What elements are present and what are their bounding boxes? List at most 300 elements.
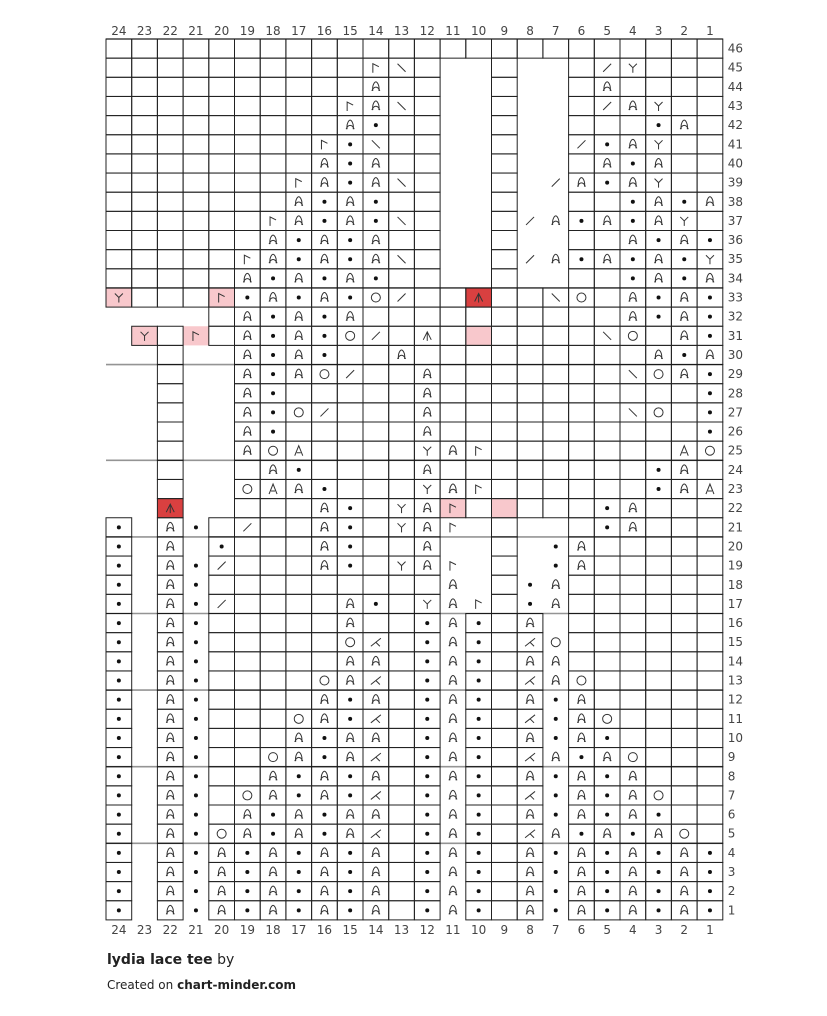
row-number: 39 bbox=[727, 175, 744, 190]
purl-dot-icon bbox=[348, 793, 352, 797]
chart-cell bbox=[183, 269, 209, 288]
chart-cell bbox=[517, 422, 543, 441]
chart-cell bbox=[157, 365, 183, 384]
chart-cell bbox=[260, 518, 286, 537]
purl-dot-icon bbox=[322, 315, 326, 319]
k2tog-icon bbox=[526, 217, 534, 225]
purl-dot-icon bbox=[348, 257, 352, 261]
chart-cell bbox=[646, 709, 672, 728]
right-cable-icon bbox=[347, 102, 353, 111]
chart-cell bbox=[157, 479, 183, 498]
row-number: 20 bbox=[727, 539, 744, 554]
ktbl-icon bbox=[218, 848, 226, 857]
chart-cell bbox=[671, 58, 697, 77]
row-number: 2 bbox=[727, 884, 736, 899]
purl-dot-icon bbox=[477, 832, 481, 836]
chart-cell bbox=[389, 231, 415, 250]
purl-dot-icon bbox=[477, 736, 481, 740]
chart-cell bbox=[209, 39, 235, 58]
ktbl-icon bbox=[166, 695, 174, 704]
purl-dot-icon bbox=[297, 238, 301, 242]
purl-dot-icon bbox=[374, 200, 378, 204]
column-number: 3 bbox=[654, 922, 663, 937]
ktbl-icon bbox=[706, 197, 714, 206]
purl-dot-icon bbox=[348, 544, 352, 548]
column-number: 9 bbox=[500, 24, 509, 38]
chart-cell bbox=[312, 58, 338, 77]
chart-cell bbox=[389, 365, 415, 384]
purl-dot-icon bbox=[117, 621, 121, 625]
ktbl-icon bbox=[166, 656, 174, 665]
chart-cell bbox=[594, 441, 620, 460]
chart-cell bbox=[132, 269, 158, 288]
chart-cell bbox=[312, 460, 338, 479]
chart-cell bbox=[389, 326, 415, 345]
purl-dot-icon bbox=[348, 698, 352, 702]
chart-cell bbox=[646, 767, 672, 786]
ktbl-icon bbox=[166, 848, 174, 857]
ktbl-icon bbox=[655, 197, 663, 206]
chart-cell bbox=[517, 345, 543, 364]
ktbl-icon bbox=[629, 810, 637, 819]
row-number: 36 bbox=[727, 233, 744, 248]
ktbl-icon bbox=[655, 829, 663, 838]
ktbl-icon bbox=[449, 599, 457, 608]
chart-cell bbox=[569, 614, 595, 633]
chart-cell bbox=[414, 288, 440, 307]
row-number: 10 bbox=[727, 730, 744, 745]
row-number: 17 bbox=[727, 596, 744, 611]
chart-cell bbox=[183, 192, 209, 211]
chart-cell bbox=[389, 843, 415, 862]
purl-dot-icon bbox=[348, 238, 352, 242]
column-number: 10 bbox=[471, 24, 487, 38]
chart-cell bbox=[235, 748, 261, 767]
chart-cell bbox=[337, 422, 363, 441]
chart-cell bbox=[132, 135, 158, 154]
chart-title-line bbox=[107, 952, 234, 968]
chart-cell bbox=[106, 96, 132, 115]
ktbl-icon bbox=[423, 522, 431, 531]
chart-cell bbox=[543, 499, 569, 518]
chart-cell bbox=[671, 154, 697, 173]
ktbl-icon bbox=[372, 178, 380, 187]
centered-double-decrease-icon bbox=[423, 332, 431, 341]
row-number: 44 bbox=[727, 79, 744, 94]
yarn-over-icon bbox=[320, 676, 329, 685]
ktbl-icon bbox=[423, 503, 431, 512]
chart-cell bbox=[209, 307, 235, 326]
purl-dot-icon bbox=[322, 813, 326, 817]
ktbl-icon bbox=[346, 273, 354, 282]
chart-cell bbox=[209, 709, 235, 728]
purl-dot-icon bbox=[117, 640, 121, 644]
purl-dot-icon bbox=[605, 142, 609, 146]
chart-cell bbox=[157, 116, 183, 135]
ktbl-icon bbox=[166, 771, 174, 780]
chart-cell bbox=[594, 614, 620, 633]
purl-dot-icon bbox=[477, 698, 481, 702]
chart-cell bbox=[466, 441, 492, 460]
purl-dot-icon bbox=[194, 851, 198, 855]
chart-cell bbox=[646, 614, 672, 633]
chart-cell bbox=[312, 96, 338, 115]
ktbl-icon bbox=[629, 771, 637, 780]
purl-dot-icon bbox=[245, 889, 249, 893]
chart-cell bbox=[312, 633, 338, 652]
chart-cell bbox=[646, 365, 672, 384]
row-number: 25 bbox=[727, 443, 744, 458]
chart-cell bbox=[646, 499, 672, 518]
chart-cell bbox=[286, 116, 312, 135]
ktbl-icon bbox=[680, 369, 688, 378]
column-number: 5 bbox=[603, 922, 611, 937]
chart-cell bbox=[697, 824, 723, 843]
chart-cell bbox=[569, 518, 595, 537]
chart-cell bbox=[260, 96, 286, 115]
chart-cell bbox=[209, 690, 235, 709]
chart-cell bbox=[209, 211, 235, 230]
ktbl-icon bbox=[320, 503, 328, 512]
ktbl-icon bbox=[603, 216, 611, 225]
chart-cell bbox=[492, 211, 518, 230]
ktbl-icon bbox=[218, 886, 226, 895]
ktbl-icon bbox=[629, 503, 637, 512]
ktbl-icon bbox=[295, 369, 303, 378]
row-number: 32 bbox=[727, 309, 744, 324]
chart-cell bbox=[235, 460, 261, 479]
chart-cell bbox=[492, 58, 518, 77]
chart-cell bbox=[517, 326, 543, 345]
ssk-icon bbox=[398, 255, 406, 263]
chart-cell bbox=[671, 690, 697, 709]
purl-dot-icon bbox=[322, 755, 326, 759]
chart-cell bbox=[183, 250, 209, 269]
chart-cell bbox=[517, 479, 543, 498]
chart-cell bbox=[235, 116, 261, 135]
row-number: 5 bbox=[727, 826, 736, 841]
purl-dot-icon bbox=[117, 813, 121, 817]
ssk-icon bbox=[398, 179, 406, 187]
purl-dot-icon bbox=[348, 296, 352, 300]
yarn-over-icon bbox=[243, 485, 252, 494]
chart-cell bbox=[157, 231, 183, 250]
purl-dot-icon bbox=[425, 755, 429, 759]
chart-cell bbox=[414, 173, 440, 192]
purl-dot-icon bbox=[117, 717, 121, 721]
ktbl-icon bbox=[269, 771, 277, 780]
purl-dot-icon bbox=[708, 430, 712, 434]
chart-cell bbox=[697, 441, 723, 460]
ktbl-icon bbox=[449, 676, 457, 685]
chart-cell bbox=[517, 441, 543, 460]
chart-cell bbox=[646, 575, 672, 594]
chart-cell bbox=[286, 441, 312, 460]
ktbl-icon bbox=[243, 388, 251, 397]
chart-cell bbox=[183, 288, 209, 307]
chart-cell bbox=[389, 422, 415, 441]
ktbl-icon bbox=[680, 848, 688, 857]
chart-cell bbox=[363, 39, 389, 58]
row-number: 40 bbox=[727, 156, 744, 171]
ktbl-icon bbox=[269, 465, 277, 474]
chart-cell bbox=[312, 365, 338, 384]
chart-cell bbox=[492, 882, 518, 901]
ktbl-icon bbox=[680, 312, 688, 321]
purl-dot-icon bbox=[348, 717, 352, 721]
purl-dot-icon bbox=[194, 679, 198, 683]
column-number: 11 bbox=[445, 24, 461, 38]
purl-dot-icon bbox=[374, 276, 378, 280]
chart-cell bbox=[312, 614, 338, 633]
ktbl-icon bbox=[680, 120, 688, 129]
ktbl-icon bbox=[629, 905, 637, 914]
chart-cell bbox=[620, 652, 646, 671]
ktbl-icon bbox=[166, 561, 174, 570]
chart-cell bbox=[466, 39, 492, 58]
ssk-icon bbox=[398, 217, 406, 225]
chart-cell bbox=[414, 116, 440, 135]
purl-dot-icon bbox=[477, 870, 481, 874]
row-number: 19 bbox=[727, 558, 744, 573]
chart-cell bbox=[569, 441, 595, 460]
ktbl-icon bbox=[372, 733, 380, 742]
chart-cell bbox=[286, 518, 312, 537]
ktbl-icon bbox=[243, 810, 251, 819]
column-number: 21 bbox=[188, 24, 204, 38]
chart-cell bbox=[363, 288, 389, 307]
chart-cell bbox=[183, 135, 209, 154]
chart-cell bbox=[646, 594, 672, 613]
left-cable-icon bbox=[680, 217, 688, 226]
chart-cell bbox=[312, 135, 338, 154]
chart-cell bbox=[389, 537, 415, 556]
chart-cell bbox=[594, 231, 620, 250]
row-number: 13 bbox=[727, 673, 744, 688]
chart-cell bbox=[620, 326, 646, 345]
ktbl-icon bbox=[346, 810, 354, 819]
ktbl-icon bbox=[423, 369, 431, 378]
chart-cell bbox=[414, 154, 440, 173]
purl-dot-icon bbox=[425, 793, 429, 797]
right-slant-decrease-icon bbox=[525, 638, 535, 646]
chart-cell bbox=[697, 748, 723, 767]
k2tog-icon bbox=[218, 562, 226, 570]
double-decrease-icon bbox=[269, 484, 277, 494]
yarn-over-icon bbox=[371, 293, 380, 302]
purl-dot-icon bbox=[657, 813, 661, 817]
chart-cell bbox=[389, 901, 415, 920]
ktbl-icon bbox=[629, 139, 637, 148]
ktbl-icon bbox=[526, 695, 534, 704]
chart-cell bbox=[671, 384, 697, 403]
chart-cell bbox=[646, 556, 672, 575]
chart-cell bbox=[646, 77, 672, 96]
right-slant-decrease-icon bbox=[371, 677, 381, 685]
chart-cell bbox=[235, 633, 261, 652]
purl-dot-icon bbox=[348, 908, 352, 912]
purl-dot-icon bbox=[477, 679, 481, 683]
chart-cell bbox=[235, 499, 261, 518]
highlight-cell bbox=[466, 326, 492, 345]
chart-cell bbox=[286, 575, 312, 594]
highlight-cell bbox=[183, 326, 209, 345]
chart-cell bbox=[337, 39, 363, 58]
chart-cell bbox=[671, 499, 697, 518]
ktbl-icon bbox=[526, 771, 534, 780]
ktbl-icon bbox=[526, 810, 534, 819]
column-number: 11 bbox=[445, 922, 461, 937]
chart-cell bbox=[312, 594, 338, 613]
purl-dot-icon bbox=[708, 334, 712, 338]
purl-dot-icon bbox=[194, 659, 198, 663]
chart-cell bbox=[235, 767, 261, 786]
chart-cell bbox=[517, 403, 543, 422]
chart-cell bbox=[363, 422, 389, 441]
purl-dot-icon bbox=[271, 832, 275, 836]
purl-dot-icon bbox=[117, 870, 121, 874]
site-link[interactable]: chart-minder.com bbox=[177, 978, 296, 992]
purl-dot-icon bbox=[708, 908, 712, 912]
ktbl-icon bbox=[552, 599, 560, 608]
purl-dot-icon bbox=[425, 659, 429, 663]
chart-cell bbox=[671, 805, 697, 824]
chart-cell bbox=[492, 901, 518, 920]
chart-cell bbox=[337, 441, 363, 460]
purl-dot-icon bbox=[117, 544, 121, 548]
left-cable-icon bbox=[423, 600, 431, 609]
column-number: 13 bbox=[393, 922, 410, 937]
chart-cell bbox=[157, 154, 183, 173]
column-number: 18 bbox=[265, 922, 281, 937]
ktbl-icon bbox=[449, 848, 457, 857]
ktbl-icon bbox=[320, 886, 328, 895]
chart-cell bbox=[697, 671, 723, 690]
ktbl-icon bbox=[243, 331, 251, 340]
chart-cell bbox=[260, 135, 286, 154]
chart-cell bbox=[414, 39, 440, 58]
chart-cell bbox=[286, 173, 312, 192]
ktbl-icon bbox=[269, 886, 277, 895]
column-number: 1 bbox=[706, 922, 714, 937]
purl-dot-icon bbox=[631, 200, 635, 204]
ktbl-icon bbox=[269, 905, 277, 914]
chart-cell bbox=[620, 614, 646, 633]
chart-cell bbox=[492, 269, 518, 288]
ktbl-icon bbox=[577, 790, 585, 799]
chart-cell bbox=[209, 173, 235, 192]
purl-dot-icon bbox=[117, 525, 121, 529]
purl-dot-icon bbox=[194, 564, 198, 568]
chart-cell bbox=[235, 77, 261, 96]
chart-cell bbox=[106, 116, 132, 135]
chart-cell bbox=[337, 633, 363, 652]
chart-cell bbox=[286, 652, 312, 671]
chart-cell bbox=[183, 211, 209, 230]
chart-cell bbox=[389, 77, 415, 96]
column-number: 12 bbox=[419, 922, 435, 937]
chart-cell bbox=[594, 345, 620, 364]
ktbl-icon bbox=[629, 848, 637, 857]
ktbl-icon bbox=[449, 829, 457, 838]
ktbl-icon bbox=[372, 695, 380, 704]
chart-cell bbox=[183, 58, 209, 77]
chart-cell bbox=[517, 499, 543, 518]
chart-cell bbox=[209, 77, 235, 96]
chart-cell bbox=[312, 77, 338, 96]
purl-dot-icon bbox=[245, 908, 249, 912]
chart-cell bbox=[517, 460, 543, 479]
chart-cell bbox=[157, 192, 183, 211]
chart-cell bbox=[671, 786, 697, 805]
purl-dot-icon bbox=[348, 181, 352, 185]
row-number: 37 bbox=[727, 213, 744, 228]
column-number: 9 bbox=[500, 922, 509, 937]
chart-cell bbox=[440, 460, 466, 479]
ktbl-icon bbox=[295, 216, 303, 225]
ktbl-icon bbox=[372, 101, 380, 110]
ktbl-icon bbox=[577, 867, 585, 876]
purl-dot-icon bbox=[348, 161, 352, 165]
chart-cell bbox=[260, 211, 286, 230]
ktbl-icon bbox=[629, 312, 637, 321]
purl-dot-icon bbox=[271, 315, 275, 319]
chart-cell bbox=[440, 384, 466, 403]
chart-cell bbox=[671, 39, 697, 58]
row-number: 46 bbox=[727, 41, 744, 56]
column-number: 4 bbox=[629, 24, 637, 38]
chart-cell bbox=[235, 135, 261, 154]
purl-dot-icon bbox=[631, 276, 635, 280]
chart-cell bbox=[671, 441, 697, 460]
purl-dot-icon bbox=[605, 525, 609, 529]
column-number: 22 bbox=[162, 24, 178, 38]
purl-dot-icon bbox=[708, 238, 712, 242]
chart-cell bbox=[492, 116, 518, 135]
purl-dot-icon bbox=[605, 813, 609, 817]
chart-cell bbox=[671, 728, 697, 747]
chart-cell bbox=[183, 116, 209, 135]
chart-title: lydia lace tee bbox=[107, 952, 213, 968]
purl-dot-icon bbox=[220, 544, 224, 548]
left-cable-icon bbox=[398, 562, 406, 571]
k2tog-icon bbox=[243, 523, 251, 531]
chart-cell bbox=[414, 575, 440, 594]
ktbl-icon bbox=[552, 656, 560, 665]
chart-cell bbox=[235, 192, 261, 211]
chart-cell bbox=[569, 326, 595, 345]
ktbl-icon bbox=[526, 886, 534, 895]
chart-cell bbox=[235, 58, 261, 77]
column-number: 15 bbox=[342, 24, 358, 38]
purl-dot-icon bbox=[425, 640, 429, 644]
row-number: 35 bbox=[727, 252, 744, 267]
chart-cell bbox=[312, 441, 338, 460]
highlight-cell bbox=[209, 288, 235, 307]
chart-cell bbox=[543, 384, 569, 403]
purl-dot-icon bbox=[554, 774, 558, 778]
chart-cell bbox=[389, 882, 415, 901]
ktbl-icon bbox=[372, 771, 380, 780]
chart-cell bbox=[260, 192, 286, 211]
chart-cell bbox=[286, 537, 312, 556]
purl-dot-icon bbox=[194, 774, 198, 778]
ktbl-icon bbox=[423, 561, 431, 570]
ktbl-icon bbox=[449, 867, 457, 876]
chart-cell bbox=[697, 537, 723, 556]
purl-dot-icon bbox=[579, 257, 583, 261]
chart-cell bbox=[337, 575, 363, 594]
